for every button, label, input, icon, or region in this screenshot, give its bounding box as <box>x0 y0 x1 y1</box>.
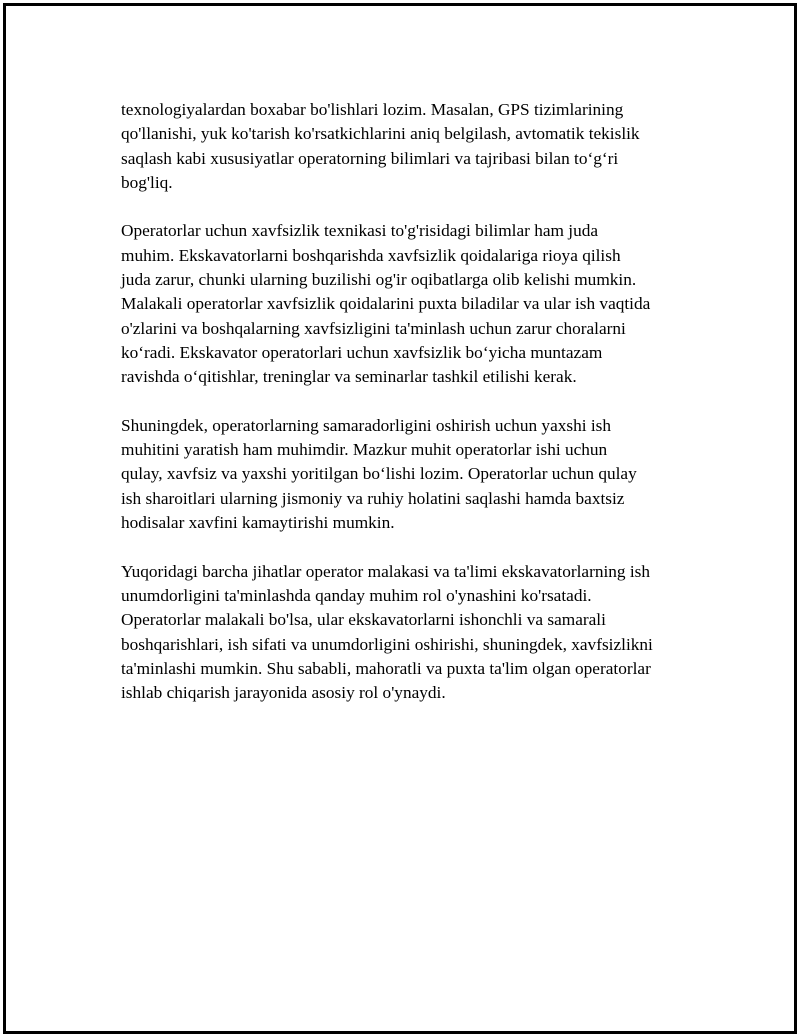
paragraph-safety-knowledge: Operatorlar uchun xavfsizlik texnikasi to'g'risidagi bilimlar ham juda muhim. Ekskavatorlarni boshqarishda xavfsizlik qoidalariga rioya qilish juda zarur, chunki ularning buzilishi og'ir oqibatlarga olib kelishi mumkin. Malakali operatorlar xavfsizlik qoidalarini puxta biladilar va ular ish vaqtida o'zlarini va boshqalarning xavfsizligini ta'minlash uchun zarur choralarni ko‘radi. Ekskavator operatorlari uchun xavfsizlik bo‘yicha muntazam ravishda o‘qitishlar, treninglar va seminarlar tashkil etilishi kerak. <box>121 221 651 387</box>
paragraph-gps-technologies: texnologiyalardan boxabar bo'lishlari lozim. Masalan, GPS tizimlarining qo'llanishi, yuk ko'tarish ko'rsatkichlarini aniq belgilash, avtomatik tekislik saqlash kabi xususiyatlar operatorning bilimlari va tajribasi bilan to‘g‘ri bog'liq. <box>121 100 640 192</box>
paragraph-work-environment: Shuningdek, operatorlarning samaradorligini oshirish uchun yaxshi ish muhitini yaratish ham muhimdir. Mazkur muhit operatorlar ishi uchun qulay, xavfsiz va yaxshi yoritilgan bo‘lishi lozim. Operatorlar uchun qulay ish sharoitlari ularning jismoniy va ruhiy holatini saqlashi hamda baxtsiz hodisalar xavfini kamaytirishi mumkin. <box>121 415 637 533</box>
document-body <box>121 98 701 730</box>
paragraph-conclusion: Yuqoridagi barcha jihatlar operator malakasi va ta'limi ekskavatorlarning ish unumdorligini ta'minlashda qanday muhim rol o'ynashini ko'rsatadi. Operatorlar malakali bo'lsa, ular ekskavatorlarni ishonchli va samarali boshqarishlari, ish sifati va unumdorligini oshirishi, shuningdek, xavfsizlikni ta'minlashi mumkin. Shu sababli, mahoratli va puxta ta'lim olgan operatorlar ishlab chiqarish jarayonida asosiy rol o'ynaydi. <box>121 561 653 703</box>
page-border <box>3 3 797 1034</box>
